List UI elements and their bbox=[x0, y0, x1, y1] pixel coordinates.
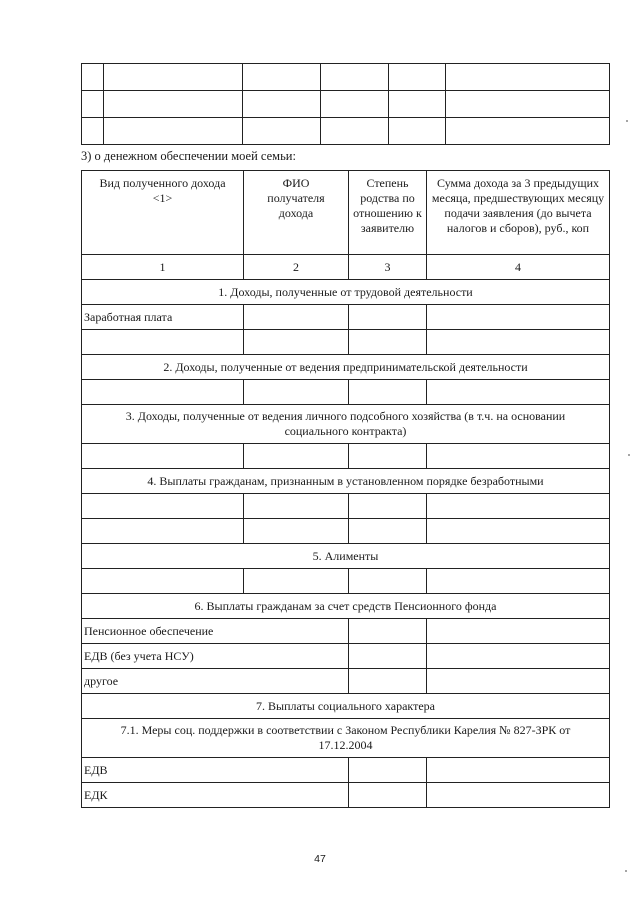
section-title: 3. Доходы, полученные от ведения личного подсобного хозяйства (в т.ч. на основании социального контракта) bbox=[82, 405, 610, 444]
relationship-cell[interactable] bbox=[349, 305, 427, 330]
income-type-cell[interactable] bbox=[82, 519, 244, 544]
table-row bbox=[82, 519, 610, 544]
table-row bbox=[82, 783, 610, 808]
income-type-cell[interactable] bbox=[82, 444, 244, 469]
relationship-cell[interactable] bbox=[349, 758, 427, 783]
section-title: 7. Выплаты социального характера bbox=[82, 694, 610, 719]
table-row bbox=[82, 380, 610, 405]
empty-cell[interactable] bbox=[389, 64, 446, 91]
income-table-header-row bbox=[82, 171, 610, 255]
section-row bbox=[82, 544, 610, 569]
section-heading: 3) о денежном обеспечении моей семьи: bbox=[81, 149, 296, 163]
section-title: 4. Выплаты гражданам, признанным в установленном порядке безработными bbox=[82, 469, 610, 494]
column-number-1: 1 bbox=[82, 255, 244, 280]
empty-cell[interactable] bbox=[104, 91, 243, 118]
relationship-cell[interactable] bbox=[349, 444, 427, 469]
page-number: 47 bbox=[314, 853, 326, 865]
column-number-4: 4 bbox=[427, 255, 610, 280]
income-type-cell[interactable]: ЕДВ bbox=[82, 758, 349, 783]
income-table-body bbox=[82, 280, 610, 808]
table-row bbox=[82, 91, 610, 118]
scan-speck bbox=[626, 120, 628, 122]
empty-cell[interactable] bbox=[82, 64, 104, 91]
amount-cell[interactable] bbox=[427, 380, 610, 405]
column-number-3: 3 bbox=[349, 255, 427, 280]
table-row bbox=[82, 758, 610, 783]
amount-cell[interactable] bbox=[427, 494, 610, 519]
table-row bbox=[82, 569, 610, 594]
section-row bbox=[82, 469, 610, 494]
amount-cell[interactable] bbox=[427, 644, 610, 669]
header-recipient-name: ФИО получателя дохода bbox=[244, 171, 349, 255]
amount-cell[interactable] bbox=[427, 669, 610, 694]
recipient-name-cell[interactable] bbox=[244, 519, 349, 544]
income-type-cell[interactable]: ЕДВ (без учета НСУ) bbox=[82, 644, 349, 669]
recipient-name-cell[interactable] bbox=[244, 494, 349, 519]
section-row bbox=[82, 355, 610, 380]
section-title: 2. Доходы, полученные от ведения предпринимательской деятельности bbox=[82, 355, 610, 380]
header-income-type: Вид полученного дохода <1> bbox=[82, 171, 244, 255]
relationship-cell[interactable] bbox=[349, 494, 427, 519]
amount-cell[interactable] bbox=[427, 569, 610, 594]
section-row bbox=[82, 405, 610, 444]
recipient-name-cell[interactable] bbox=[244, 330, 349, 355]
empty-cell[interactable] bbox=[389, 118, 446, 145]
recipient-name-cell[interactable] bbox=[244, 305, 349, 330]
empty-cell[interactable] bbox=[104, 118, 243, 145]
empty-cell[interactable] bbox=[389, 91, 446, 118]
empty-cell[interactable] bbox=[104, 64, 243, 91]
recipient-name-cell[interactable] bbox=[244, 569, 349, 594]
empty-cell[interactable] bbox=[243, 118, 321, 145]
income-type-cell[interactable] bbox=[82, 494, 244, 519]
empty-cell[interactable] bbox=[321, 64, 389, 91]
table-row bbox=[82, 669, 610, 694]
amount-cell[interactable] bbox=[427, 758, 610, 783]
section-row bbox=[82, 694, 610, 719]
table-row bbox=[82, 305, 610, 330]
section-row bbox=[82, 719, 610, 758]
column-number-2: 2 bbox=[244, 255, 349, 280]
income-table bbox=[81, 170, 610, 808]
relationship-cell[interactable] bbox=[349, 380, 427, 405]
recipient-name-cell[interactable] bbox=[244, 380, 349, 405]
relationship-cell[interactable] bbox=[349, 330, 427, 355]
relationship-cell[interactable] bbox=[349, 519, 427, 544]
section-row bbox=[82, 594, 610, 619]
relationship-cell[interactable] bbox=[349, 619, 427, 644]
empty-cell[interactable] bbox=[446, 64, 610, 91]
income-type-cell[interactable] bbox=[82, 380, 244, 405]
income-type-cell[interactable]: Заработная плата bbox=[82, 305, 244, 330]
relationship-cell[interactable] bbox=[349, 783, 427, 808]
table-row bbox=[82, 644, 610, 669]
table-row bbox=[82, 118, 610, 145]
empty-cell[interactable] bbox=[82, 118, 104, 145]
income-type-cell[interactable]: Пенсионное обеспечение bbox=[82, 619, 349, 644]
recipient-name-cell[interactable] bbox=[244, 444, 349, 469]
relationship-cell[interactable] bbox=[349, 644, 427, 669]
empty-cell[interactable] bbox=[82, 91, 104, 118]
income-type-cell[interactable]: другое bbox=[82, 669, 349, 694]
income-type-cell[interactable]: ЕДК bbox=[82, 783, 349, 808]
amount-cell[interactable] bbox=[427, 783, 610, 808]
table-row bbox=[82, 494, 610, 519]
table-row bbox=[82, 444, 610, 469]
income-type-cell[interactable] bbox=[82, 330, 244, 355]
amount-cell[interactable] bbox=[427, 330, 610, 355]
section-title: 5. Алименты bbox=[82, 544, 610, 569]
amount-cell[interactable] bbox=[427, 519, 610, 544]
section-row bbox=[82, 280, 610, 305]
scan-speck bbox=[628, 454, 630, 456]
relationship-cell[interactable] bbox=[349, 669, 427, 694]
header-relationship: Степень родства по отношению к заявителю bbox=[349, 171, 427, 255]
amount-cell[interactable] bbox=[427, 444, 610, 469]
section-title: 7.1. Меры соц. поддержки в соответствии с Законом Республики Карелия № 827-ЗРК от 17.12.2004 bbox=[82, 719, 610, 758]
previous-section-table-body bbox=[82, 64, 610, 145]
empty-cell[interactable] bbox=[243, 91, 321, 118]
table-row bbox=[82, 330, 610, 355]
empty-cell[interactable] bbox=[446, 91, 610, 118]
income-table-column-numbers bbox=[82, 255, 610, 280]
income-type-cell[interactable] bbox=[82, 569, 244, 594]
empty-cell[interactable] bbox=[446, 118, 610, 145]
empty-cell[interactable] bbox=[243, 64, 321, 91]
relationship-cell[interactable] bbox=[349, 569, 427, 594]
empty-cell[interactable] bbox=[321, 118, 389, 145]
empty-cell[interactable] bbox=[321, 91, 389, 118]
table-row bbox=[82, 619, 610, 644]
amount-cell[interactable] bbox=[427, 305, 610, 330]
section-title: 1. Доходы, полученные от трудовой деятельности bbox=[82, 280, 610, 305]
amount-cell[interactable] bbox=[427, 619, 610, 644]
section-title: 6. Выплаты гражданам за счет средств Пенсионного фонда bbox=[82, 594, 610, 619]
scan-speck bbox=[625, 870, 627, 872]
table-row bbox=[82, 64, 610, 91]
previous-section-table bbox=[81, 63, 610, 145]
header-income-amount: Сумма дохода за 3 предыдущих месяца, предшествующих месяцу подачи заявления (до вычета налогов и сборов), руб., коп bbox=[427, 171, 610, 255]
